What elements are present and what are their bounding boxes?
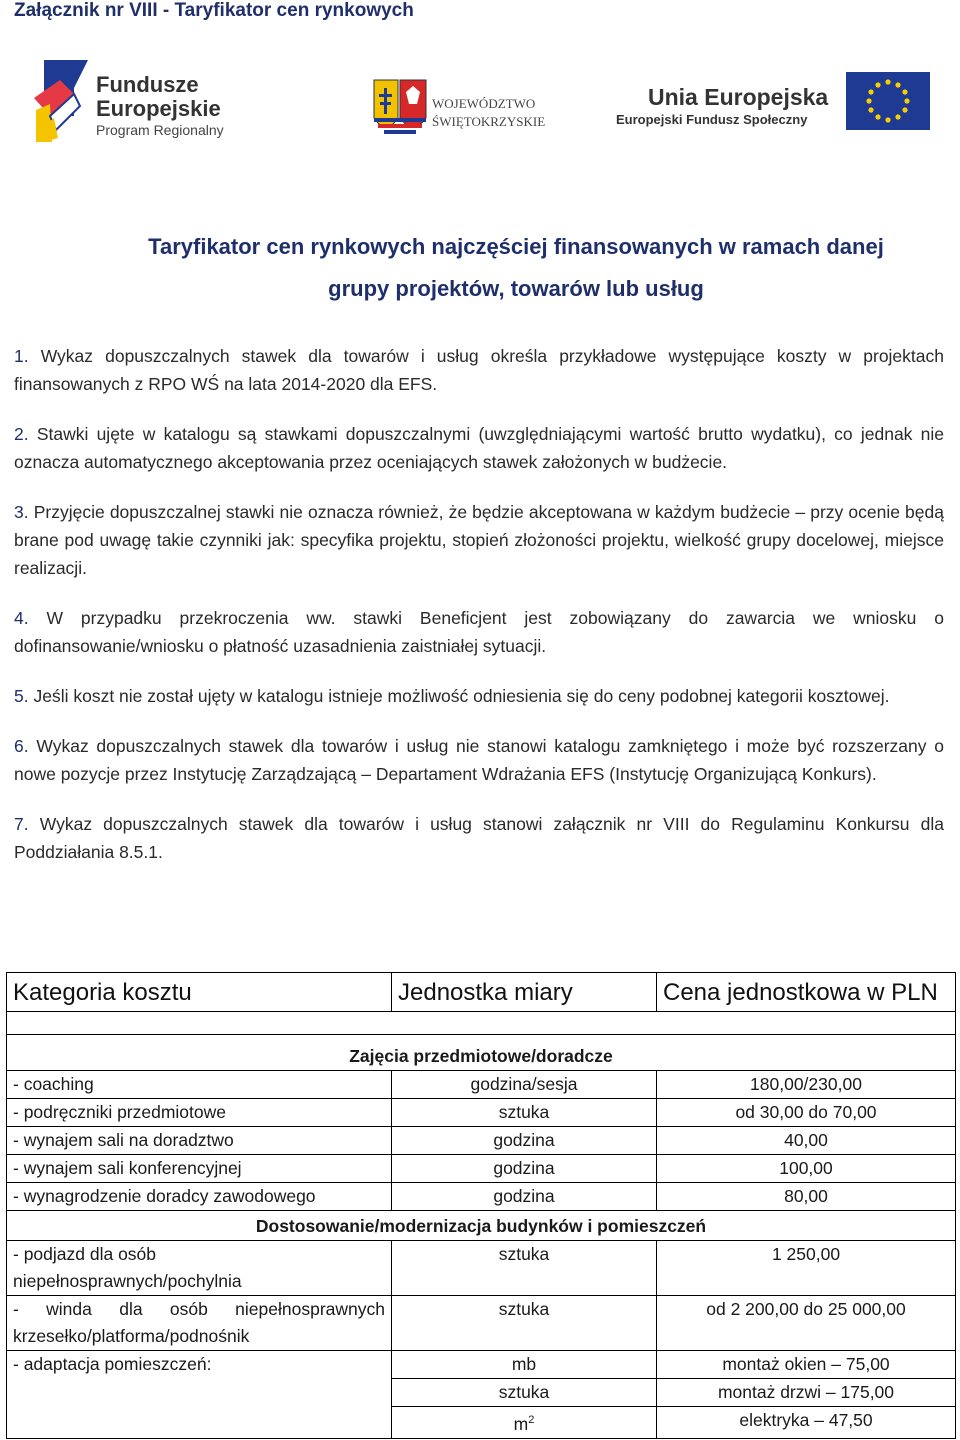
table-row (7, 1183, 956, 1211)
document-title-line2: grupy projektów, towarów lub usług (328, 276, 704, 301)
table-row (7, 1351, 956, 1379)
cell-price: elektryka – 47,50 (657, 1407, 956, 1439)
cell-price: 100,00 (657, 1155, 956, 1183)
cell-cost: - coaching (7, 1071, 392, 1099)
logo-fe-line1: Fundusze (96, 72, 199, 97)
cell-cost: - adaptacja pomieszczeń: (7, 1351, 392, 1439)
rules-list (14, 342, 944, 888)
rule-paragraph (14, 732, 944, 788)
rule-text: Stawki ujęte w katalogu są stawkami dopuszczalnymi (uwzględniającymi wartość brutto wydatku), co jednak nie oznacza automatycznego akceptowania przez oceniających stawek założonych w budżecie. (14, 424, 944, 472)
cell-unit: sztuka (392, 1379, 657, 1407)
logo-woj-line2: ŚWIĘTOKRZYSKIE (432, 114, 546, 129)
cell-unit: sztuka (392, 1099, 657, 1127)
rule-number: 7. (14, 814, 29, 834)
logo-ue-line1: Unia Europejska (648, 84, 829, 110)
rule-paragraph (14, 498, 944, 582)
eu-flag-icon (846, 72, 930, 130)
cell-cost: - podręczniki przedmiotowe (7, 1099, 392, 1127)
header-kategoria: Kategoria kosztu (7, 973, 392, 1012)
table-header-row (7, 973, 956, 1012)
cell-price: 40,00 (657, 1127, 956, 1155)
logo-fe-line3: Program Regionalny (96, 122, 224, 138)
category-label: Dostosowanie/modernizacja budynków i pomieszczeń (7, 1211, 956, 1241)
table-row (7, 1127, 956, 1155)
table-row (7, 1241, 956, 1296)
cell-cost: - wynajem sali konferencyjnej (7, 1155, 392, 1183)
cell-price: 80,00 (657, 1183, 956, 1211)
cell-price: od 30,00 do 70,00 (657, 1099, 956, 1127)
rule-text: Wykaz dopuszczalnych stawek dla towarów i usług określa przykładowe występujące koszty w projektach finansowanych z RPO WŚ na lata 2014-2020 dla EFS. (14, 346, 944, 394)
rule-text: Wykaz dopuszczalnych stawek dla towarów i usług nie stanowi katalogu zamkniętego i może być rozszerzany o nowe pozycje przez Instytucję Zarządzającą – Departament Wdrażania EFS (Instytucję Organizującą Konkurs). (14, 736, 944, 784)
header-cena: Cena jednostkowa w PLN (657, 973, 956, 1012)
rule-number: 4. (14, 608, 29, 628)
logo-fe-line2: Europejskie (96, 96, 221, 121)
coat-of-arms-icon (370, 78, 430, 142)
category-row (7, 1211, 956, 1241)
cell-unit: godzina/sesja (392, 1071, 657, 1099)
cell-unit (392, 1407, 657, 1439)
rule-text: Przyjęcie dopuszczalnej stawki nie oznacza również, że będzie akceptowana w każdym budżecie – przy ocenie będą brane pod uwagę takie czynniki jak: specyfika projektu, stopień złożoności projektu, wielkość grupy docelowej, miejsce realizacji. (14, 502, 944, 578)
fundusze-europejskie-logo (30, 58, 260, 148)
unia-europejska-logo (616, 70, 936, 140)
rule-paragraph (14, 342, 944, 398)
logo-ue-line2: Europejski Fundusz Społeczny (616, 112, 808, 127)
rule-number: 1. (14, 346, 29, 366)
header-jednostka: Jednostka miary (392, 973, 657, 1012)
rule-text: Jeśli koszt nie został ujęty w katalogu istnieje możliwość odniesienia się do ceny podobnej kategorii kosztowej. (33, 686, 890, 706)
table-row (7, 1296, 956, 1351)
unit-superscript: 2 (528, 1414, 535, 1426)
cell-unit: sztuka (392, 1241, 657, 1296)
table-row (7, 1099, 956, 1127)
cell-cost: - wynajem sali na doradztwo (7, 1127, 392, 1155)
rule-text: W przypadku przekroczenia ww. stawki Beneficjent jest zobowiązany do zawarcia we wniosku o dofinansowanie/wniosku o płatność uzasadnienia zaistniałej sytuacji. (14, 608, 944, 656)
table-row (7, 1155, 956, 1183)
document-title-line1: Taryfikator cen rynkowych najczęściej finansowanych w ramach danej (148, 234, 884, 259)
rule-number: 2. (14, 424, 29, 444)
category-row (7, 1035, 956, 1071)
cell-price: od 2 200,00 do 25 000,00 (657, 1296, 956, 1351)
category-label: Zajęcia przedmiotowe/doradcze (7, 1035, 956, 1071)
rule-number: 3. (14, 502, 29, 522)
rule-paragraph (14, 682, 944, 710)
cell-cost: - podjazd dla osób niepełnosprawnych/pochylnia (7, 1241, 392, 1296)
cell-price: 1 250,00 (657, 1241, 956, 1296)
rule-paragraph (14, 420, 944, 476)
rule-paragraph (14, 810, 944, 866)
attachment-title: Załącznik nr VIII - Taryfikator cen rynkowych (14, 0, 414, 21)
rule-number: 5. (14, 686, 29, 706)
cell-unit: mb (392, 1351, 657, 1379)
cell-unit: sztuka (392, 1296, 657, 1351)
cell-price: montaż drzwi – 175,00 (657, 1379, 956, 1407)
price-table (6, 972, 956, 1439)
cell-cost: - wynagrodzenie doradcy zawodowego (7, 1183, 392, 1211)
spacer-row (7, 1012, 956, 1035)
cell-unit: godzina (392, 1183, 657, 1211)
cell-unit: godzina (392, 1155, 657, 1183)
rule-text: Wykaz dopuszczalnych stawek dla towarów i usług stanowi załącznik nr VIII do Regulaminu Konkursu dla Poddziałania 8.5.1. (14, 814, 944, 862)
cell-price: 180,00/230,00 (657, 1071, 956, 1099)
logo-woj-line1: WOJEWÓDZTWO (432, 96, 536, 111)
cell-price: montaż okien – 75,00 (657, 1351, 956, 1379)
unit-text: m (513, 1413, 529, 1434)
wojewodztwo-swietokrzyskie-logo (370, 78, 570, 142)
table-row (7, 1071, 956, 1099)
document-title (0, 226, 960, 310)
rule-number: 6. (14, 736, 29, 756)
cell-cost: - winda dla osób niepełnosprawnych krzesełko/platforma/podnośnik (7, 1296, 392, 1351)
rule-paragraph (14, 604, 944, 660)
cell-unit: godzina (392, 1127, 657, 1155)
